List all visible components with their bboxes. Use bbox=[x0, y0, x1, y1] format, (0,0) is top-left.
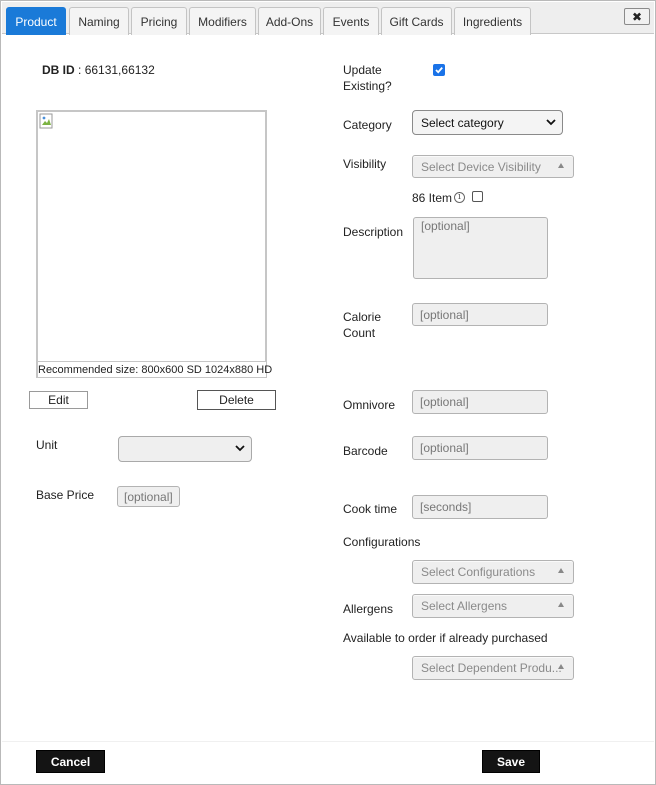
barcode-input[interactable]: [optional] bbox=[412, 436, 548, 460]
item86-checkbox[interactable] bbox=[472, 191, 483, 202]
item86-label: 86 Item bbox=[412, 191, 453, 205]
tab-events[interactable]: Events bbox=[323, 7, 379, 35]
caret-up-icon bbox=[558, 664, 564, 669]
tab-bar bbox=[2, 2, 654, 34]
category-select[interactable] bbox=[412, 110, 563, 135]
tab-product[interactable]: Product bbox=[6, 7, 66, 35]
calorie-count-input[interactable]: [optional] bbox=[412, 303, 548, 326]
tab-pricing[interactable]: Pricing bbox=[131, 7, 187, 35]
tab-add-ons[interactable]: Add-Ons bbox=[258, 7, 321, 35]
configurations-placeholder: Select Configurations bbox=[421, 565, 536, 579]
check-icon bbox=[434, 65, 444, 75]
calorie-label-line1: Calorie bbox=[343, 310, 382, 324]
description-textarea[interactable]: [optional] bbox=[413, 217, 548, 279]
dependent-placeholder: Select Dependent Produ... bbox=[421, 661, 562, 675]
base-price-label: Base Price bbox=[36, 488, 95, 502]
calorie-label bbox=[343, 309, 381, 341]
db-id-label: DB ID bbox=[42, 63, 75, 77]
unit-label: Unit bbox=[36, 438, 58, 452]
allergens-placeholder: Select Allergens bbox=[421, 599, 508, 613]
barcode-label: Barcode bbox=[343, 444, 388, 458]
edit-image-button[interactable]: Edit bbox=[29, 391, 88, 409]
caret-up-icon bbox=[558, 163, 564, 168]
unit-select[interactable] bbox=[118, 436, 252, 462]
configurations-label: Configurations bbox=[343, 535, 421, 549]
dependent-products-multiselect[interactable] bbox=[412, 656, 574, 680]
chevron-down-icon bbox=[235, 443, 245, 453]
db-id-value: 66131,66132 bbox=[84, 63, 155, 77]
omnivore-input[interactable]: [optional] bbox=[412, 390, 548, 414]
tab-gift-cards[interactable]: Gift Cards bbox=[381, 7, 452, 35]
info-icon[interactable]: i bbox=[454, 192, 465, 203]
image-size-caption: Recommended size: 800x600 SD 1024x880 HD bbox=[38, 361, 266, 377]
visibility-multiselect[interactable] bbox=[412, 155, 574, 178]
update-existing-label bbox=[343, 62, 392, 94]
tab-naming[interactable]: Naming bbox=[69, 7, 129, 35]
allergens-label: Allergens bbox=[343, 602, 394, 616]
visibility-placeholder: Select Device Visibility bbox=[421, 159, 541, 174]
visibility-label: Visibility bbox=[343, 157, 387, 171]
close-icon[interactable]: ✖ bbox=[624, 8, 650, 25]
caret-up-icon bbox=[558, 568, 564, 573]
tab-ingredients[interactable]: Ingredients bbox=[454, 7, 531, 35]
configurations-multiselect[interactable] bbox=[412, 560, 574, 584]
update-existing-label-line2: Existing? bbox=[343, 79, 392, 93]
save-button[interactable]: Save bbox=[482, 750, 540, 773]
category-label: Category bbox=[343, 118, 392, 132]
tab-modifiers[interactable]: Modifiers bbox=[189, 7, 256, 35]
db-id-row bbox=[42, 62, 155, 78]
category-select-value: Select category bbox=[421, 115, 504, 130]
delete-image-button[interactable]: Delete bbox=[197, 390, 276, 410]
broken-image-icon bbox=[39, 113, 55, 129]
update-existing-checkbox[interactable] bbox=[433, 64, 445, 76]
update-existing-label-line1: Update bbox=[343, 63, 382, 77]
cook-time-input[interactable]: [seconds] bbox=[412, 495, 548, 519]
description-label: Description bbox=[343, 225, 404, 239]
omnivore-label: Omnivore bbox=[343, 398, 396, 412]
dependent-label: Available to order if already purchased bbox=[343, 631, 548, 645]
cancel-button[interactable]: Cancel bbox=[36, 750, 105, 773]
allergens-multiselect[interactable] bbox=[412, 594, 574, 618]
cook-time-label: Cook time bbox=[343, 502, 398, 516]
product-image-frame bbox=[36, 110, 267, 378]
caret-up-icon bbox=[558, 602, 564, 607]
calorie-label-line2: Count bbox=[343, 326, 376, 340]
db-id-separator: : bbox=[74, 63, 85, 77]
chevron-down-icon bbox=[546, 117, 556, 127]
base-price-input[interactable]: [optional] bbox=[117, 486, 180, 507]
